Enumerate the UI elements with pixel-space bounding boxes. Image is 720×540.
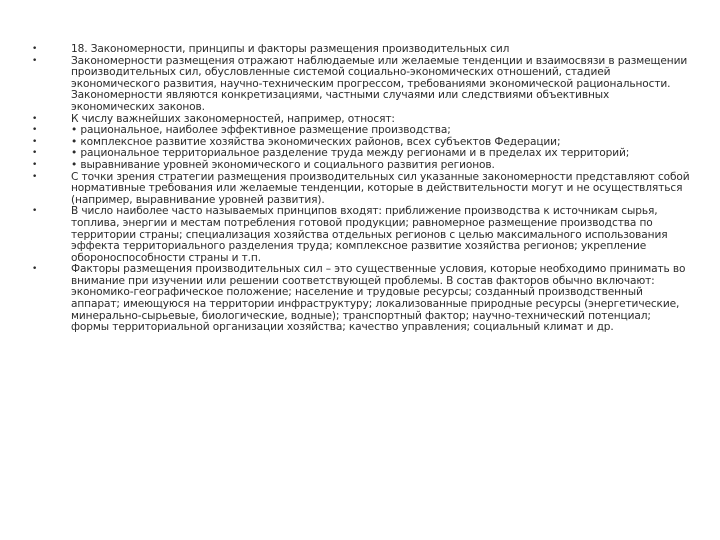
bullet-icon: •	[32, 159, 38, 170]
list-item-text: В число наиболее часто называемых принципов входят: приближение производства к источникам сырья, топлива, энергии и местам потребления готовой продукции; равномерное размещение производства по территории страны; специализация хозяйства отдельных регионов с целью максимального использования эффекта территориального разделения труда; комплексное развитие хозяйства регионов; укрепление обороноспособности страны и т.п.	[71, 205, 668, 264]
list-item	[32, 206, 692, 264]
bullet-icon: •	[32, 125, 38, 136]
list-item-text: Закономерности размещения отражают наблюдаемые или желаемые тенденции и взаимосвязи в размещении производительных сил, обусловленные системой социально-экономических отношений, стадией экономического развития, научно-техническим прогрессом, требованиями экономической рациональности. Закономерности являются конкретизациями, частными случаями или следствиями объективных экономических законов.	[71, 54, 688, 113]
bullet-icon: •	[32, 44, 38, 54]
list-item-text: • комплексное развитие хозяйства экономических районов, всех субъектов Федерации;	[71, 135, 561, 148]
bullet-list	[32, 44, 692, 334]
list-item-text: 18. Закономерности, принципы и факторы размещения производительных сил	[71, 43, 510, 55]
bullet-icon: •	[32, 55, 38, 66]
list-item-text: • выравнивание уровней экономического и социального развития регионов.	[71, 158, 495, 171]
bullet-icon: •	[32, 171, 38, 182]
list-item	[32, 172, 692, 207]
list-item	[32, 56, 692, 114]
bullet-icon: •	[32, 148, 38, 159]
list-item	[32, 44, 692, 56]
bullet-icon: •	[32, 136, 38, 147]
list-item-text: Факторы размещения производительных сил – это существенные условия, которые необходимо принимать во внимание при изучении или решении соответствующей проблемы. В состав факторов обычно включают: экономико-географическое положение; население и трудовые ресурсы; созданный производственный аппарат; имеющуюся на территории инфраструктуру; локализованные природные ресурсы (энергетические, минерально-сырьевые, биологические, водные); транспортный фактор; научно-технический потенциал; формы территориальной организации хозяйства; качество управления; социальный климат и др.	[71, 263, 686, 334]
list-item-text: • рациональное территориальное разделение труда между регионами и в пределах их территорий;	[71, 147, 630, 160]
bullet-icon: •	[32, 206, 38, 217]
list-item-text: С точки зрения стратегии размещения производительных сил указанные закономерности представляют собой нормативные требования или желаемые тенденции, которые в действительности могут и не осуществляться (например, выравнивание уровней развития).	[71, 170, 690, 206]
list-item-text: • рациональное, наиболее эффективное размещение производства;	[71, 124, 451, 137]
bullet-icon: •	[32, 113, 38, 124]
list-item	[32, 264, 692, 334]
list-item	[32, 125, 692, 137]
list-item-text: К числу важнейших закономерностей, например, относят:	[71, 112, 395, 125]
bullet-icon: •	[32, 264, 38, 275]
list-item	[32, 160, 692, 172]
